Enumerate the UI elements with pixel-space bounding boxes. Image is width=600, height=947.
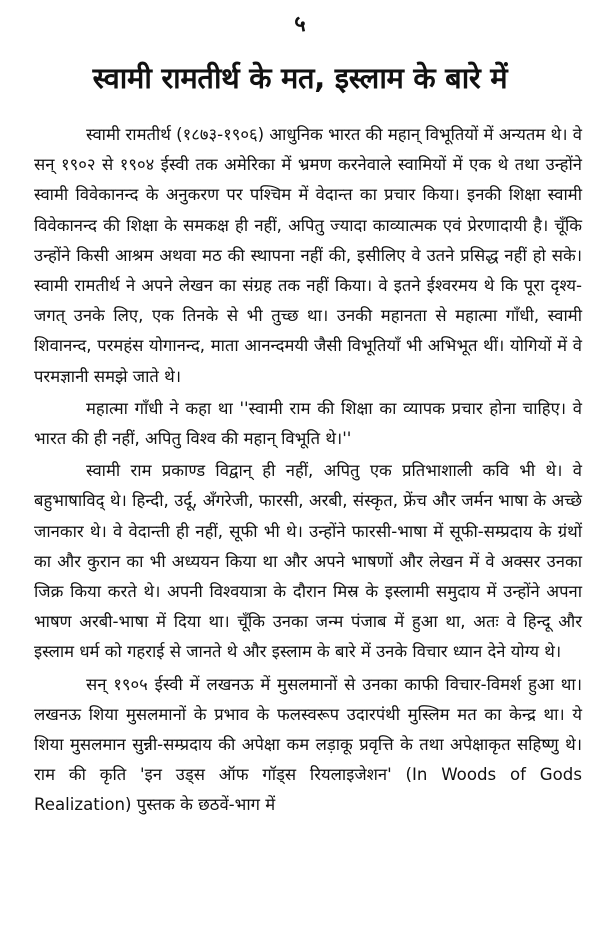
page-number: ५ (294, 12, 306, 37)
paragraph-lucknow: सन् १९०५ ईस्वी में लखनऊ में मुसलमानों से उनका काफी विचार-विमर्श हुआ था। लखनऊ शिया मुसलमानों के प्रभाव के फलस्वरूप उदारपंथी मुस्लिम मत का केन्द्र था। ये शिया मुसलमान सुन्नी-सम्प्रदाय की अपेक्षा कम लड़ाकू प्रवृत्ति के तथा अपेक्षाकृत सहिष्णु थे। राम की कृति 'इन उड्स ऑफ गॉड्स रियलाइजेशन' (In Woods of Gods Realization) पुस्तक के छठवें-भाग में (34, 674, 582, 815)
paragraph-intro: स्वामी रामतीर्थ (१८७३-१९०६) आधुनिक भारत की महान् विभूतियों में अन्यतम थे। वे सन् १९०२ से १९०४ ईस्वी तक अमेरिका में भ्रमण करनेवाले स्वामियों में एक थे तथा उन्होंने स्वामी विवेकानन्द के अनुकरण पर पश्चिम में वेदान्त का प्रचार किया। इनकी शिक्षा स्वामी विवेकानन्द की शिक्षा के समकक्ष ही नहीं, अपितु ज्यादा काव्यात्मक एवं प्रेरणादायी है। चूँकि उन्होंने किसी आश्रम अथवा मठ की स्थापना नहीं की, इसीलिए वे उतने प्रसिद्ध नहीं हो सके। स्वामी रामतीर्थ ने अपने लेखन का संग्रह तक नहीं किया। वे इतने ईश्वरमय थे कि पूरा दृश्य-जगत् उनके लिए, एक तिनके से भी तुच्छ था। उनकी महानता से महात्मा गाँधी, स्वामी शिवानन्द, परमहंस योगानन्द, माता आनन्दमयी जैसी विभूतियाँ भी अभिभूत थीं। योगियों में वे परमज्ञानी समझे जाते थे। (34, 125, 582, 386)
body-text (34, 120, 582, 821)
chapter-title: स्वामी रामतीर्थ के मत, इस्लाम के बारे में (92, 61, 508, 95)
paragraph-scholar-poet: स्वामी राम प्रकाण्ड विद्वान् ही नहीं, अपितु एक प्रतिभाशाली कवि भी थे। वे बहुभाषाविद् थे। हिन्दी, उर्दू, अँगरेजी, फारसी, अरबी, संस्कृत, फ्रेंच और जर्मन भाषा के अच्छे जानकार थे। वे वेदान्ती ही नहीं, सूफी भी थे। उन्होंने फारसी-भाषा में सूफी-सम्प्रदाय के ग्रंथों का और कुरान का भी अध्ययन किया था और अपने भाषणों और लेखन में वे अक्सर उनका जिक्र किया करते थे। अपनी विश्वयात्रा के दौरान मिस्र के इस्लामी समुदाय में उन्होंने अपना भाषण अरबी-भाषा में दिया था। चूँकि उनका जन्म पंजाब में हुआ था, अतः वे हिन्दू और इस्लाम धर्म को गहराई से जानते थे और इस्लाम के बारे में उनके विचार ध्यान देने योग्य थे। (34, 461, 582, 662)
paragraph-gandhi-quote: महात्मा गाँधी ने कहा था ''स्वामी राम की शिक्षा का व्यापक प्रचार होना चाहिए। वे भारत की ही नहीं, अपितु विश्व की महान् विभूति थे।'' (34, 398, 582, 449)
